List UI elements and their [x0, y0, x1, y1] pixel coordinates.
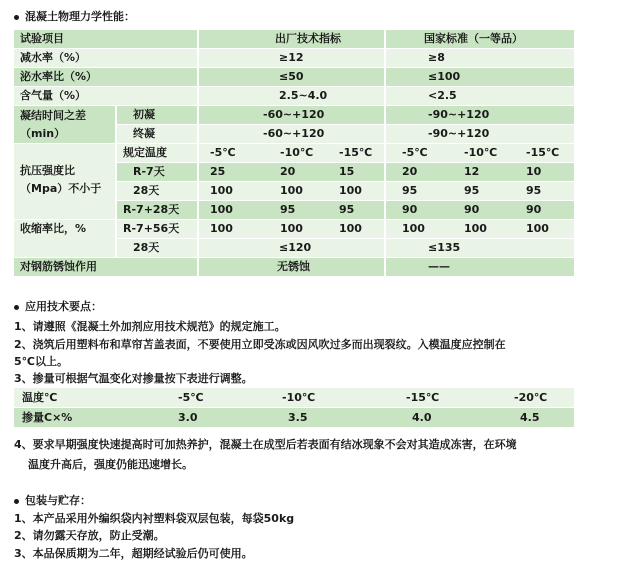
temp-value: -15℃ — [526, 146, 560, 159]
paragraph-line: 5℃以上。 — [14, 355, 68, 368]
bullet-icon — [14, 499, 19, 504]
table-row — [14, 258, 574, 277]
factory-value: ≤50 — [199, 68, 384, 86]
strength-value: 100 — [280, 184, 303, 197]
table-header-row — [14, 30, 574, 49]
dosage-value: 3.5 — [288, 411, 308, 424]
table-row — [14, 49, 574, 68]
table-row — [14, 163, 574, 182]
strength-value: 90 — [526, 203, 542, 216]
header-factory-spec: 出厂技术指标 — [199, 30, 384, 48]
bullet-icon — [14, 15, 19, 20]
paragraph-line: 1、本产品采用外编织袋内衬塑料袋双层包装，每袋50kg — [14, 512, 295, 525]
temperature-header-label: 规定温度 — [117, 144, 197, 162]
section-title-properties: 混凝土物理力学性能： — [14, 8, 135, 24]
sub-label: 28天 — [117, 182, 197, 200]
shrink-ratio-label: 收缩率比，% — [14, 220, 115, 257]
row-label: 对钢筋锈蚀作用 — [14, 258, 197, 276]
dosage-row — [14, 408, 574, 427]
temperature-row — [14, 388, 574, 407]
bullet-icon — [14, 305, 19, 310]
strength-value: 100 — [464, 222, 487, 235]
strength-value: 100 — [280, 222, 303, 235]
temp-value: -10℃ — [280, 146, 314, 159]
row-label: 减水率（%） — [14, 49, 197, 67]
factory-value: -60~+120 — [199, 106, 384, 124]
row-label: 泌水率比（%） — [14, 68, 197, 86]
paragraph-line: 温度升高后，强度仍能迅速增长。 — [28, 458, 193, 471]
strength-label-line1: 抗压强度比 — [20, 164, 75, 177]
sub-label: 初凝 — [117, 106, 197, 124]
strength-value: 95 — [339, 203, 355, 216]
standard-value: -90~+120 — [386, 106, 574, 124]
paragraph-line: 4、要求早期强度快速提高时可加热养护，混凝土在成型后若表面有结冰现象不会对其造成冻害，在环境 — [14, 438, 517, 451]
temp-value: -15℃ — [339, 146, 373, 159]
strength-value: 100 — [526, 222, 549, 235]
temperature-value: -15℃ — [406, 391, 440, 404]
strength-value: 90 — [464, 203, 480, 216]
strength-value: 100 — [210, 203, 233, 216]
temperature-value: -5℃ — [178, 391, 204, 404]
sub-label: R-7天 — [117, 163, 197, 181]
strength-value: 95 — [464, 184, 480, 197]
strength-value: 95 — [402, 184, 418, 197]
paragraph-line: 1、请遵照《混凝土外加剂应用技术规范》的规定施工。 — [14, 320, 286, 333]
standard-value: ≥8 — [386, 49, 574, 67]
strength-value: 100 — [339, 222, 362, 235]
dosage-label: 掺量C×% — [22, 411, 73, 424]
setting-label-line2: （min） — [20, 127, 66, 140]
paragraph-line: 3、掺量可根据气温变化对掺量按下表进行调整。 — [14, 372, 253, 385]
table-row — [14, 182, 574, 201]
factory-value: ≥12 — [199, 49, 384, 67]
strength-value: 100 — [402, 222, 425, 235]
standard-value: -90~+120 — [386, 125, 574, 143]
temp-value: -10℃ — [464, 146, 498, 159]
strength-value: 100 — [210, 184, 233, 197]
temperature-value: -20℃ — [514, 391, 548, 404]
temp-value: -5℃ — [402, 146, 428, 159]
sub-label: R-7+28天 — [117, 201, 197, 219]
strength-label-line2: （Mpa）不小于 — [20, 182, 102, 195]
sub-label: R-7+56天 — [117, 220, 197, 238]
header-test-item: 试验项目 — [14, 30, 197, 48]
strength-value: 20 — [280, 165, 296, 178]
standard-value: ≤100 — [386, 68, 574, 86]
sub-label: 28天 — [117, 239, 197, 257]
section-title-packaging: 包装与贮存： — [14, 492, 91, 508]
row-label: 含气量（%） — [14, 87, 197, 105]
strength-value: 12 — [464, 165, 480, 178]
table-row — [14, 201, 574, 220]
standard-value: ≤135 — [386, 239, 574, 257]
factory-value: -60~+120 — [199, 125, 384, 143]
temperature-label: 温度℃ — [22, 391, 58, 404]
header-national-standard: 国家标准（一等品） — [386, 30, 574, 48]
strength-value: 95 — [280, 203, 296, 216]
dosage-value: 3.0 — [178, 411, 198, 424]
factory-value: 2.5~4.0 — [199, 87, 384, 105]
sub-label: 终凝 — [117, 125, 197, 143]
strength-value: 10 — [526, 165, 542, 178]
dosage-value: 4.0 — [412, 411, 432, 424]
strength-value: 25 — [210, 165, 226, 178]
paragraph-line: 3、本品保质期为二年，超期经试验后仍可使用。 — [14, 547, 253, 560]
strength-value: 15 — [339, 165, 355, 178]
section-title-application: 应用技术要点： — [14, 298, 102, 314]
standard-value: —— — [386, 258, 574, 276]
temp-value: -5℃ — [210, 146, 236, 159]
table-row — [14, 68, 574, 87]
table-row — [14, 239, 574, 258]
standard-value: <2.5 — [386, 87, 574, 105]
dosage-value: 4.5 — [520, 411, 540, 424]
table-row — [14, 87, 574, 106]
table-row — [14, 106, 574, 125]
strength-value: 20 — [402, 165, 418, 178]
table-row — [14, 125, 574, 144]
strength-value: 100 — [339, 184, 362, 197]
strength-value: 95 — [526, 184, 542, 197]
factory-value: ≤120 — [199, 239, 384, 257]
strength-value: 100 — [210, 222, 233, 235]
setting-label-line1: 凝结时间之差 — [20, 109, 86, 122]
strength-value: 90 — [402, 203, 418, 216]
temperature-header-row — [14, 144, 574, 163]
factory-value: 无锈蚀 — [199, 258, 384, 276]
table-row — [14, 220, 574, 239]
temperature-value: -10℃ — [282, 391, 316, 404]
paragraph-line: 2、浇筑后用塑料布和草帘苫盖表面，不要使用立即受冻或因风吹过多而出现裂纹。入模温度应控制在 — [14, 338, 506, 351]
paragraph-line: 2、请勿露天存放，防止受潮。 — [14, 529, 165, 542]
